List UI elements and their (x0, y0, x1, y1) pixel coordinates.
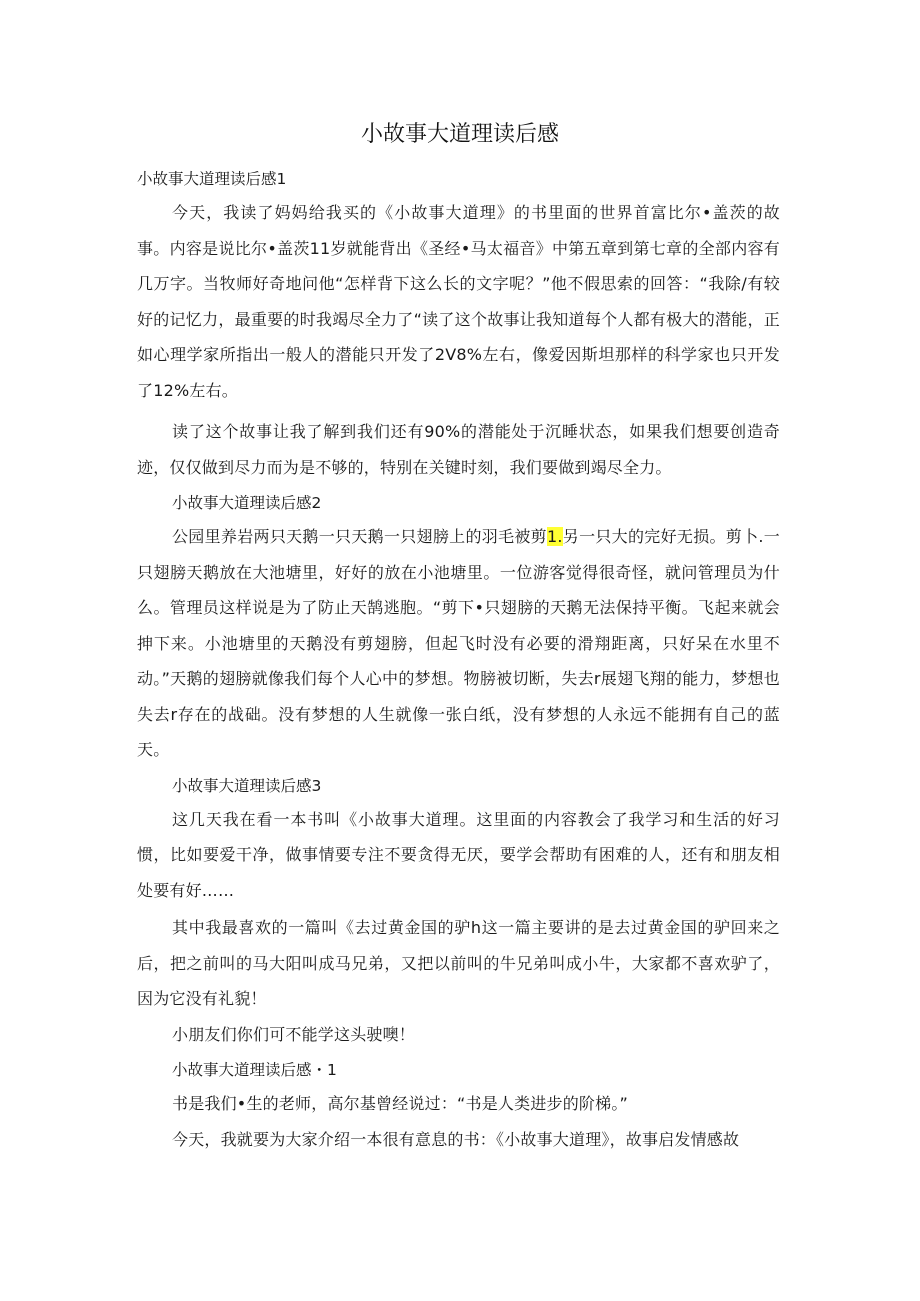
section-2-paragraph-1 (137, 519, 780, 768)
section-1-paragraph-1: 今天，我读了妈妈给我买的《小故事大道理》的书里面的世界首富比尔•盖茨的故事。内容是说比尔•盖茨11岁就能背出《圣经•马太福音》中第五章到第七章的全部内容有几万字。当牧师好奇地问他“怎样背下这么长的文字呢？”他不假思索的回答：“我除/有较好的记忆力，最重要的时我竭尽全力了“读了这个故事让我知道每个人都有极大的潜能，正如心理学家所指出一般人的潜能只开发了2V8%左右，像爱因斯坦那样的科学家也只开发了12%左右。 (137, 203, 780, 400)
section-3-paragraph-2: 其中我最喜欢的一篇叫《去过黄金国的驴h这一篇主要讲的是去过黄金国的驴回来之后，把之前叫的马大阳叫成马兄弟，又把以前叫的牛兄弟叫成小牛，大家都不喜欢驴了，因为它没有礼貌！ (137, 918, 780, 1008)
section-3-heading: 小故事大道理读后感3 (172, 776, 322, 795)
section-1-paragraph-2: 读了这个故事让我了解到我们还有90%的潜能处于沉睡状态，如果我们想要创造奇迹，仅仅做到尽力而为是不够的，特别在关键时刻，我们要做到竭尽全力。 (137, 422, 780, 477)
section-4-heading: 小故事大道理读后感・1 (172, 1061, 337, 1079)
document-title: 小故事大道理读后感 (360, 122, 559, 147)
section-2-text-after-highlight: 另一只大的完好无损。剪卜.一只翅膀天鹅放在大池塘里，好好的放在小池塘里。一位游客觉得很奇怪，就问管理员为什么。管理员这样说是为了防止天鹄逃胞。“剪下•只翅膀的天鹅无法保持平衡。飞起来就会抻下来。小池塘里的天鹅没有剪翅膀，但起飞时没有必要的滑翔距离，只好呆在水里不动。”天鹅的翅膀就像我们每个人心中的梦想。物膀被切断，失去r展翅飞翔的能力，梦想也失去r存在的战础。没有梦想的人生就像一张白纸，没有梦想的人永远不能拥有自己的蓝天。 (137, 527, 780, 759)
section-1-heading: 小故事大道理读后感1 (137, 170, 287, 188)
section-3-paragraph-3: 小朋友们你们可不能学这头驶噢！ (172, 1024, 416, 1044)
section-2-heading: 小故事大道理读后感2 (172, 494, 322, 512)
section-3-paragraph-1: 这几天我在看一本书叫《小故事大道理。这里面的内容教会了我学习和生活的好习惯，比如要爱干净，做事情要专注不要贪得无厌，要学会帮助有困难的人，还有和朋友相处要有好…… (137, 809, 780, 900)
section-4-paragraph-1: 书是我们•生的老师，高尔基曾经说过：“书是人类进步的阶梯。” (172, 1094, 629, 1113)
section-4-paragraph-2: 今天，我就要为大家介绍一本很有意息的书：《小故事大道理》，故事启发情感故 (172, 1129, 740, 1149)
document-body (137, 163, 780, 1157)
section-2-text-before-highlight: 公园里养岩两只天鹅一只天鹅一只翅膀上的羽毛被剪 (172, 527, 547, 546)
highlighted-text: 1. (546, 527, 563, 546)
